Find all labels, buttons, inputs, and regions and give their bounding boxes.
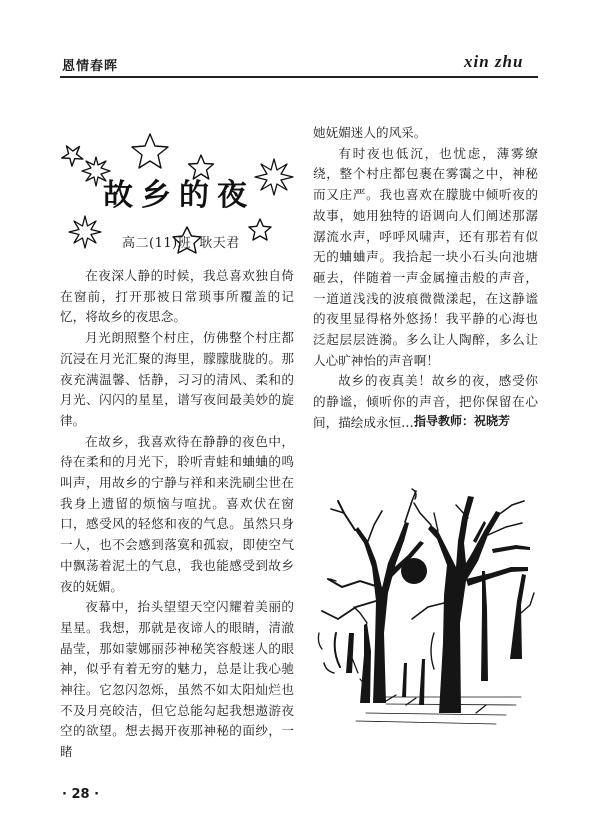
byline <box>122 232 240 251</box>
paragraph: 夜幕中，抬头望望天空闪耀着美丽的星星。我想，那就是夜谛人的眼睛，清澈晶莹，那如蒙娜丽莎神秘笑容般迷人的眼神，似乎有着无穷的魅力，总是让我心驰神往。它忽闪忽烁，虽然不如太阳灿烂也不及月亮皎洁，但它总能勾起我想遨游夜空的欲望。想去揭开夜那神秘的面纱，一睹 <box>60 599 294 760</box>
header-rule <box>60 76 538 78</box>
star-icon <box>59 143 84 168</box>
night-trees-moon-illustration <box>316 483 540 729</box>
paragraph: 有时夜也低沉，也忧虑，薄雾缭绕，整个村庄都包裹在雾霭之中，神秘而又庄严。我也喜欢在朦胧中倾听夜的故事，她用独特的语调向人们阐述那潺潺流水声，呼呼风啸声，还有那若有似无的蛐蛐声。我拾起一块小石头向池塘砸去，伴随着一声金属撞击般的声音，一道道浅浅的波痕微微漾起，在这静谧的夜里显得格外悠扬！我平静的心海也泛起层层涟漪。多么让人陶醉，多么让人心旷神怡的声音啊！ <box>313 145 538 368</box>
sparkle-icon <box>69 216 101 248</box>
paragraph: 在故乡，我喜欢待在静静的夜色中，待在柔和的月光下，聆听青蛙和蛐蛐的鸣叫声，用故乡的宁静与祥和来洗刷尘世在我身上遗留的烦恼与喧扰。喜欢伏在窗口，感受风的轻悠和夜的气息。虽然只身一人，也不会感到落寞和孤寂，即使空气中飘荡着泥土的气息，我也能感受到故乡夜的妩媚。 <box>60 433 294 594</box>
author-name: 耿天君 <box>199 236 240 251</box>
header-pinyin: xin zhu <box>464 52 524 71</box>
star-icon <box>132 134 168 168</box>
page-number: · 28 · <box>62 787 100 802</box>
article-title: 故乡的夜 <box>103 178 255 213</box>
magazine-title: 恩情春晖 <box>62 59 119 74</box>
paragraph: 在夜深人静的时候，我总喜欢独自倚在窗前，打开那被日常琐事所覆盖的记忆，将故乡的夜思念。 <box>60 268 294 325</box>
class-label: 高二(11)班 <box>122 236 192 251</box>
article-body-left <box>60 266 294 763</box>
paragraph: 月光朗照整个村庄，仿佛整个村庄都沉浸在月光汇聚的海里，朦朦胧胧的。那夜充满温馨、恬静，习习的清风、柔和的月光、闪闪的星星，谱写夜间最美妙的旋律。 <box>60 330 294 428</box>
paragraph-continuation: 她妩媚迷人的风采。 <box>313 125 427 140</box>
teacher-credit: 指导教师：祝晓芳 <box>414 414 511 428</box>
article-body-right <box>313 123 538 434</box>
paragraph: 故乡的夜真美！故乡的夜，感受你的静谧，倾听你的声音，把你保留在心间，描绘成永恒…… <box>313 373 538 430</box>
star-icon <box>249 219 271 240</box>
sparkle-icon <box>255 159 293 195</box>
